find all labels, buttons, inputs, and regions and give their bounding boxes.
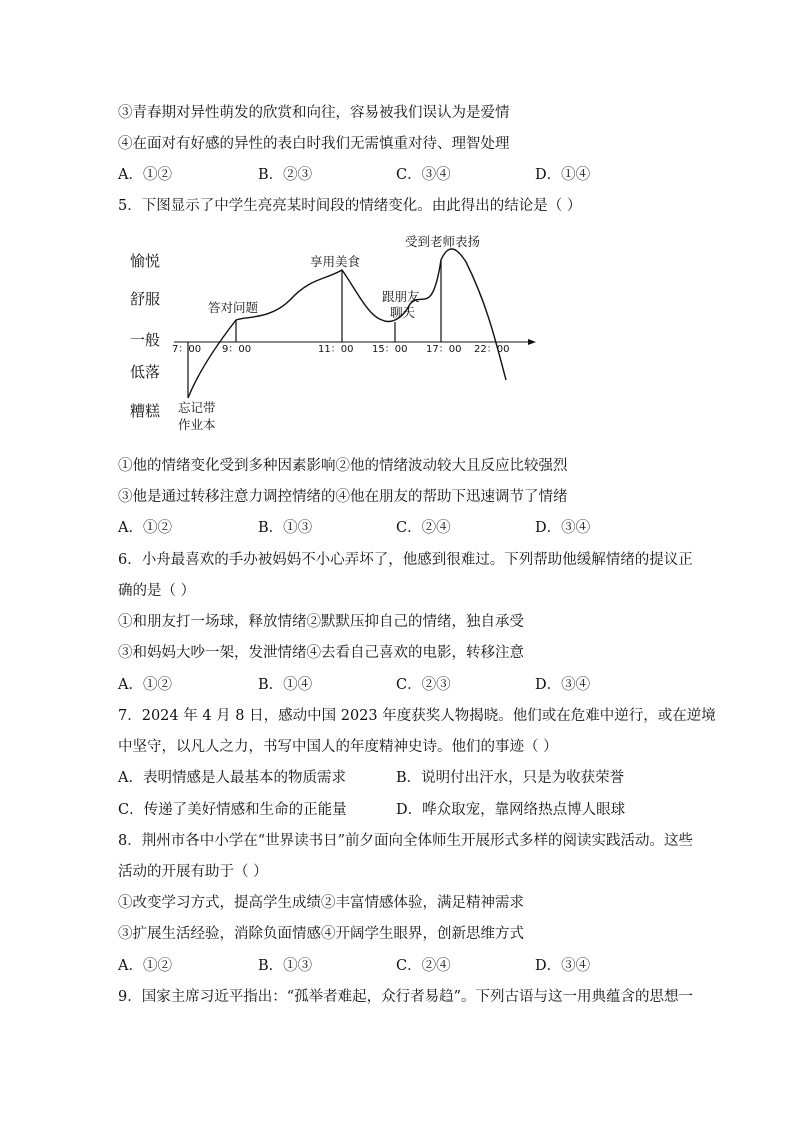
q4-item-3: ③青春期对异性萌发的欣赏和向往，容易被我们误认为是爱情 — [118, 105, 510, 121]
q4-option-c: C．③④ — [396, 167, 451, 183]
q7-option-d: D．哗众取宠，靠网络热点博人眼球 — [396, 802, 626, 818]
q5-option-a: A．①② — [118, 520, 172, 536]
axis-arrow — [528, 339, 536, 345]
time-label: 7：00 — [172, 344, 202, 355]
time-label: 17：00 — [426, 344, 462, 355]
q5-option-d: D．③④ — [535, 520, 591, 536]
q8-option-d: D．③④ — [535, 958, 591, 974]
q7-option-c: C．传递了美好情感和生命的正能量 — [118, 802, 347, 818]
level-label: 舒服 — [130, 290, 161, 308]
q6-item-1: ①和朋友打一场球，释放情绪②默默压抑自己的情绪，独自承受 — [118, 614, 524, 630]
q7-option-b: B．说明付出汗水，只是为收获荣誉 — [396, 770, 625, 786]
time-label: 15：00 — [372, 344, 408, 355]
q6-option-a: A．①② — [118, 677, 172, 693]
event-label-forgot: 作业本 — [178, 417, 216, 432]
q4-item-4: ④在面对有好感的异性的表白时我们无需慎重对待、理智处理 — [118, 136, 510, 152]
q5-option-c: C．②④ — [396, 520, 451, 536]
event-label-forgot: 忘记带 — [178, 400, 216, 415]
q7-stem-line-2: 中坚守，以凡人之力，书写中国人的年度精神史诗。他们的事迹（ ） — [118, 739, 558, 755]
emotion-curve-figure — [110, 228, 550, 438]
q6-stem-line-2: 确的是（ ） — [118, 583, 196, 599]
q8-option-a: A．①② — [118, 958, 172, 974]
time-label: 22：00 — [474, 344, 510, 355]
q7-option-a: A．表明情感是人最基本的物质需求 — [118, 770, 346, 786]
event-label-chat: 跟朋友 — [382, 289, 420, 304]
q8-item-1: ①改变学习方式，提高学生成绩②丰富情感体验，满足精神需求 — [118, 895, 524, 911]
q8-stem-line-2: 活动的开展有助于（ ） — [118, 864, 268, 880]
q6-item-2: ③和妈妈大吵一架，发泄情绪④去看自己喜欢的电影，转移注意 — [118, 645, 524, 661]
level-label: 糟糕 — [130, 402, 161, 420]
q8-stem-line-1: 8．荆州市各中小学在“世界读书日”前夕面向全体师生开展形式多样的阅读实践活动。这些 — [118, 833, 694, 849]
q4-option-b: B．②③ — [258, 167, 313, 183]
time-label: 11：00 — [318, 344, 354, 355]
time-label: 9：00 — [222, 344, 252, 355]
level-label: 愉悦 — [130, 252, 161, 270]
q9-stem-line-1: 9．国家主席习近平指出：“孤举者难起，众行者易趋”。下列古语与这一用典蕴含的思想一 — [118, 989, 694, 1005]
q6-option-c: C．②③ — [396, 677, 451, 693]
q5-item-2: ③他是通过转移注意力调控情绪的④他在朋友的帮助下迅速调节了情绪 — [118, 489, 568, 505]
q5-stem: 5．下图显示了中学生亮亮某时间段的情绪变化。由此得出的结论是（ ） — [118, 198, 582, 214]
q8-option-c: C．②④ — [396, 958, 451, 974]
q6-option-b: B．①④ — [258, 677, 313, 693]
level-label: 低落 — [130, 363, 161, 381]
q6-stem-line-1: 6．小舟最喜欢的手办被妈妈不小心弄坏了，他感到很难过。下列帮助他缓解情绪的提议正 — [118, 552, 693, 568]
q8-option-b: B．①③ — [258, 958, 313, 974]
q4-option-d: D．①④ — [535, 167, 591, 183]
q4-option-a: A．①② — [118, 167, 172, 183]
q5-item-1: ①他的情绪变化受到多种因素影响②他的情绪波动较大且反应比较强烈 — [118, 458, 568, 474]
level-label: 一般 — [130, 331, 161, 349]
event-label-food: 享用美食 — [310, 254, 361, 269]
q8-item-2: ③扩展生活经验，消除负面情感④开阔学生眼界，创新思维方式 — [118, 926, 524, 942]
event-label-answer: 答对问题 — [208, 300, 259, 315]
event-label-praise: 受到老师表扬 — [405, 234, 481, 249]
q6-option-d: D．③④ — [535, 677, 591, 693]
q5-option-b: B．①③ — [258, 520, 313, 536]
q7-stem-line-1: 7．2024 年 4 月 8 日，感动中国 2023 年度获奖人物揭晓。他们或在危难中逆行，或在逆境 — [118, 708, 716, 724]
event-label-chat: 聊天 — [390, 305, 416, 320]
